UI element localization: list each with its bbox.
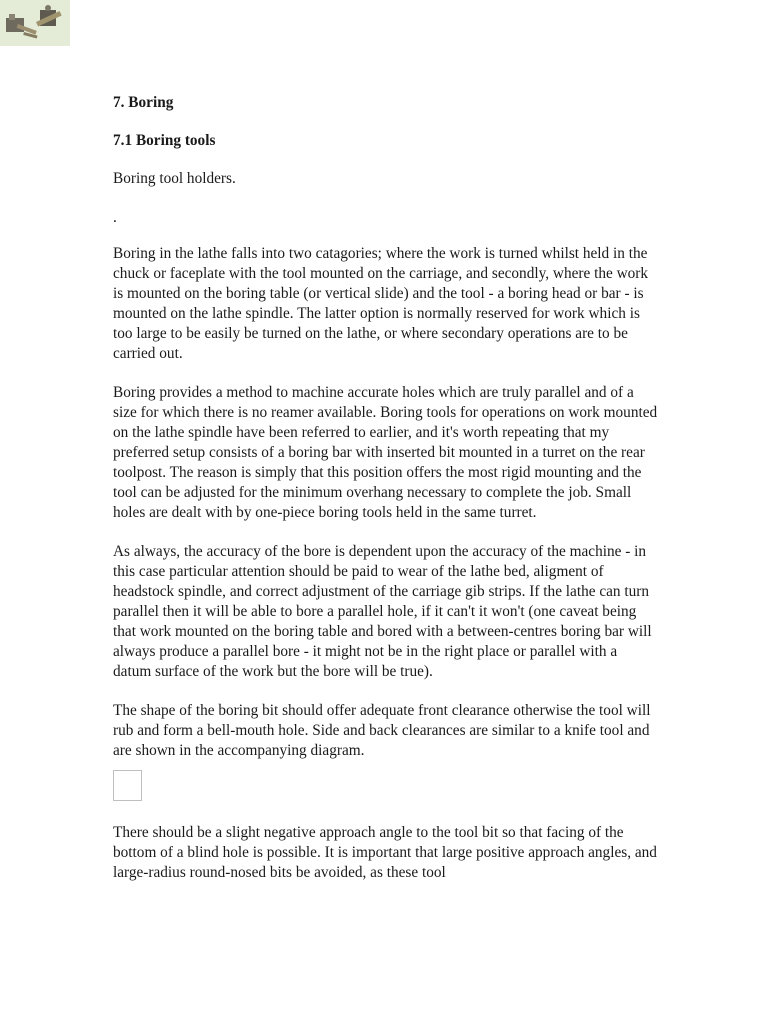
broken-image-icon xyxy=(113,770,142,801)
paragraph-2: Boring provides a method to machine accurate holes which are truly parallel and of a size for which there is no reamer available. Boring tools for operations on work mounted on the lathe spindle have been referred to earlier, and it's worth repeating that my preferred setup consists of a boring bar with inserted bit mounted in a turret on the rear toolpost. The reason is simply that this position offers the most rigid mounting and the tool can be adjusted for the minimum overhang necessary to complete the job. Small holes are dealt with by one-piece boring tools held in the same turret. xyxy=(113,384,658,521)
paragraph-3: As always, the accuracy of the bore is dependent upon the accuracy of the machine - in this case particular attention should be paid to wear of the lathe bed, aligment of headstock spindle, and correct adjustment of the carriage gib strips. If the lathe can turn parallel then it will be able to bore a parallel hole, if it can't it won't (one caveat being that work mounted on the boring table and bored with a between-centres boring bar will always produce a parallel bore - it might not be in the right place or parallel with a datum surface of the work but the bore will be true). xyxy=(113,543,652,680)
section-heading: 7. Boring xyxy=(113,94,174,111)
article-body xyxy=(113,93,658,902)
placeholder-dot: . xyxy=(113,209,117,226)
paragraph-1: Boring in the lathe falls into two catagories; where the work is turned whilst held in the chuck or faceplate with the tool mounted on the carriage, and secondly, where the work is mounted on the boring table (or vertical slide) and the tool - a boring head or bar - is mounted on the lathe spindle. The latter option is normally reserved for work which is too large to be easily be turned on the lathe, or where secondary operations are to be carried out. xyxy=(113,245,649,362)
subsection-heading: 7.1 Boring tools xyxy=(113,132,216,149)
paragraph-4: The shape of the boring bit should offer adequate front clearance otherwise the tool will rub and form a bell-mouth hole. Side and back clearances are similar to a knife tool and are shown in the accompanying diagram. xyxy=(113,702,651,759)
paragraph-5: There should be a slight negative approach angle to the tool bit so that facing of the bottom of a blind hole is possible. It is important that large positive approach angles, and large-radius round-nosed bits be avoided, as these tool xyxy=(113,824,657,881)
lathe-tool-photo-icon xyxy=(0,0,70,46)
figure-caption: Boring tool holders. xyxy=(113,170,236,187)
